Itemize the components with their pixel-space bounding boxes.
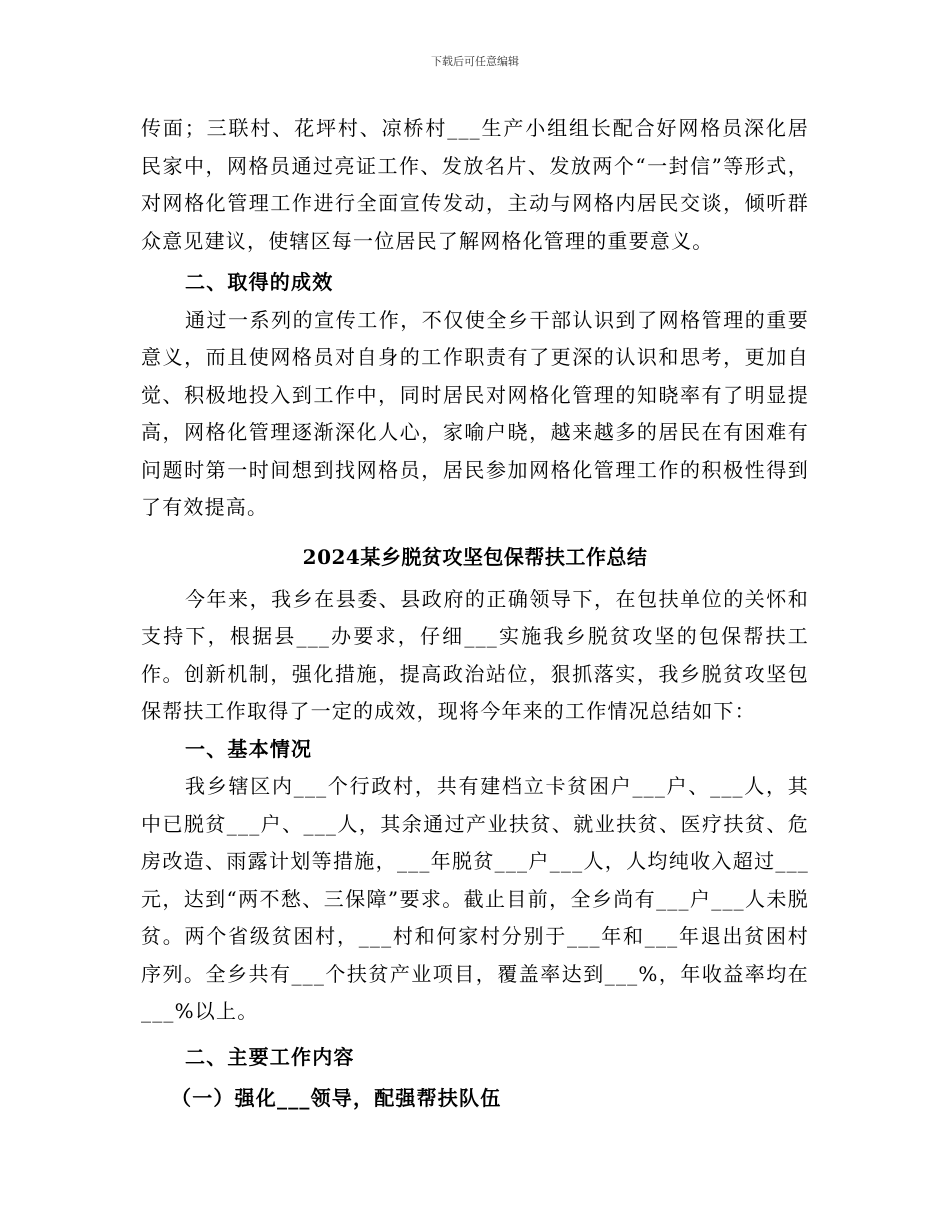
document-body	[141, 110, 809, 1118]
document-title: 2024某乡脱贫攻坚包保帮扶工作总结	[302, 544, 648, 569]
heading-main-work: 二、主要工作内容	[185, 1044, 355, 1069]
paragraph-achievements: 通过一系列的宣传工作，不仅使全乡干部认识到了网格管理的重要意义，而且使网格员对自身的工作职责有了更深的认识和思考，更加自觉、积极地投入到工作中，同时居民对网格化管理的知晓率有了明显提高，网格化管理逐渐深化人心，家喻户晓，越来越多的居民在有困难有问题时第一时间想到找网格员，居民参加网格化管理工作的积极性得到了有效提高。	[141, 307, 809, 519]
paragraph-intro: 今年来，我乡在县委、县政府的正确领导下，在包扶单位的关怀和支持下，根据县___办要求，仔细___实施我乡脱贫攻坚的包保帮扶工作。创新机制，强化措施，提高政治站位，狠抓落实，我乡脱贫攻坚包保帮扶工作取得了一定的成效，现将今年来的工作情况总结如下：	[141, 586, 809, 723]
paragraph-basic-situation: 我乡辖区内___个行政村，共有建档立卡贫困户___户、___人，其中已脱贫___户、___人，其余通过产业扶贫、就业扶贫、医疗扶贫、危房改造、雨露计划等措施，___年脱贫___户___人，人均纯收入超过___元，达到“两不愁、三保障”要求。截止目前，全乡尚有___户___人未脱贫。两个省级贫困村，___村和何家村分别于___年和___年退出贫困村序列。全乡共有___个扶贫产业项目，覆盖率达到___%，年收益率均在___%以上。	[141, 774, 809, 1023]
page-header: 下载后可任意编辑	[431, 55, 519, 68]
heading-basic-situation: 一、基本情况	[185, 736, 313, 761]
paragraph-continued: 传面；三联村、花坪村、凉桥村___生产小组组长配合好网格员深化居民家中，网格员通过亮证工作、发放名片、发放两个“一封信”等形式，对网格化管理工作进行全面宣传发动，主动与网格内居民交谈，倾听群众意见建议，使辖区每一位居民了解网格化管理的重要意义。	[141, 116, 809, 253]
heading-achievements: 二、取得的成效	[185, 270, 334, 294]
heading-subsection-1: （一）强化___领导，配强帮扶队伍	[171, 1086, 502, 1110]
